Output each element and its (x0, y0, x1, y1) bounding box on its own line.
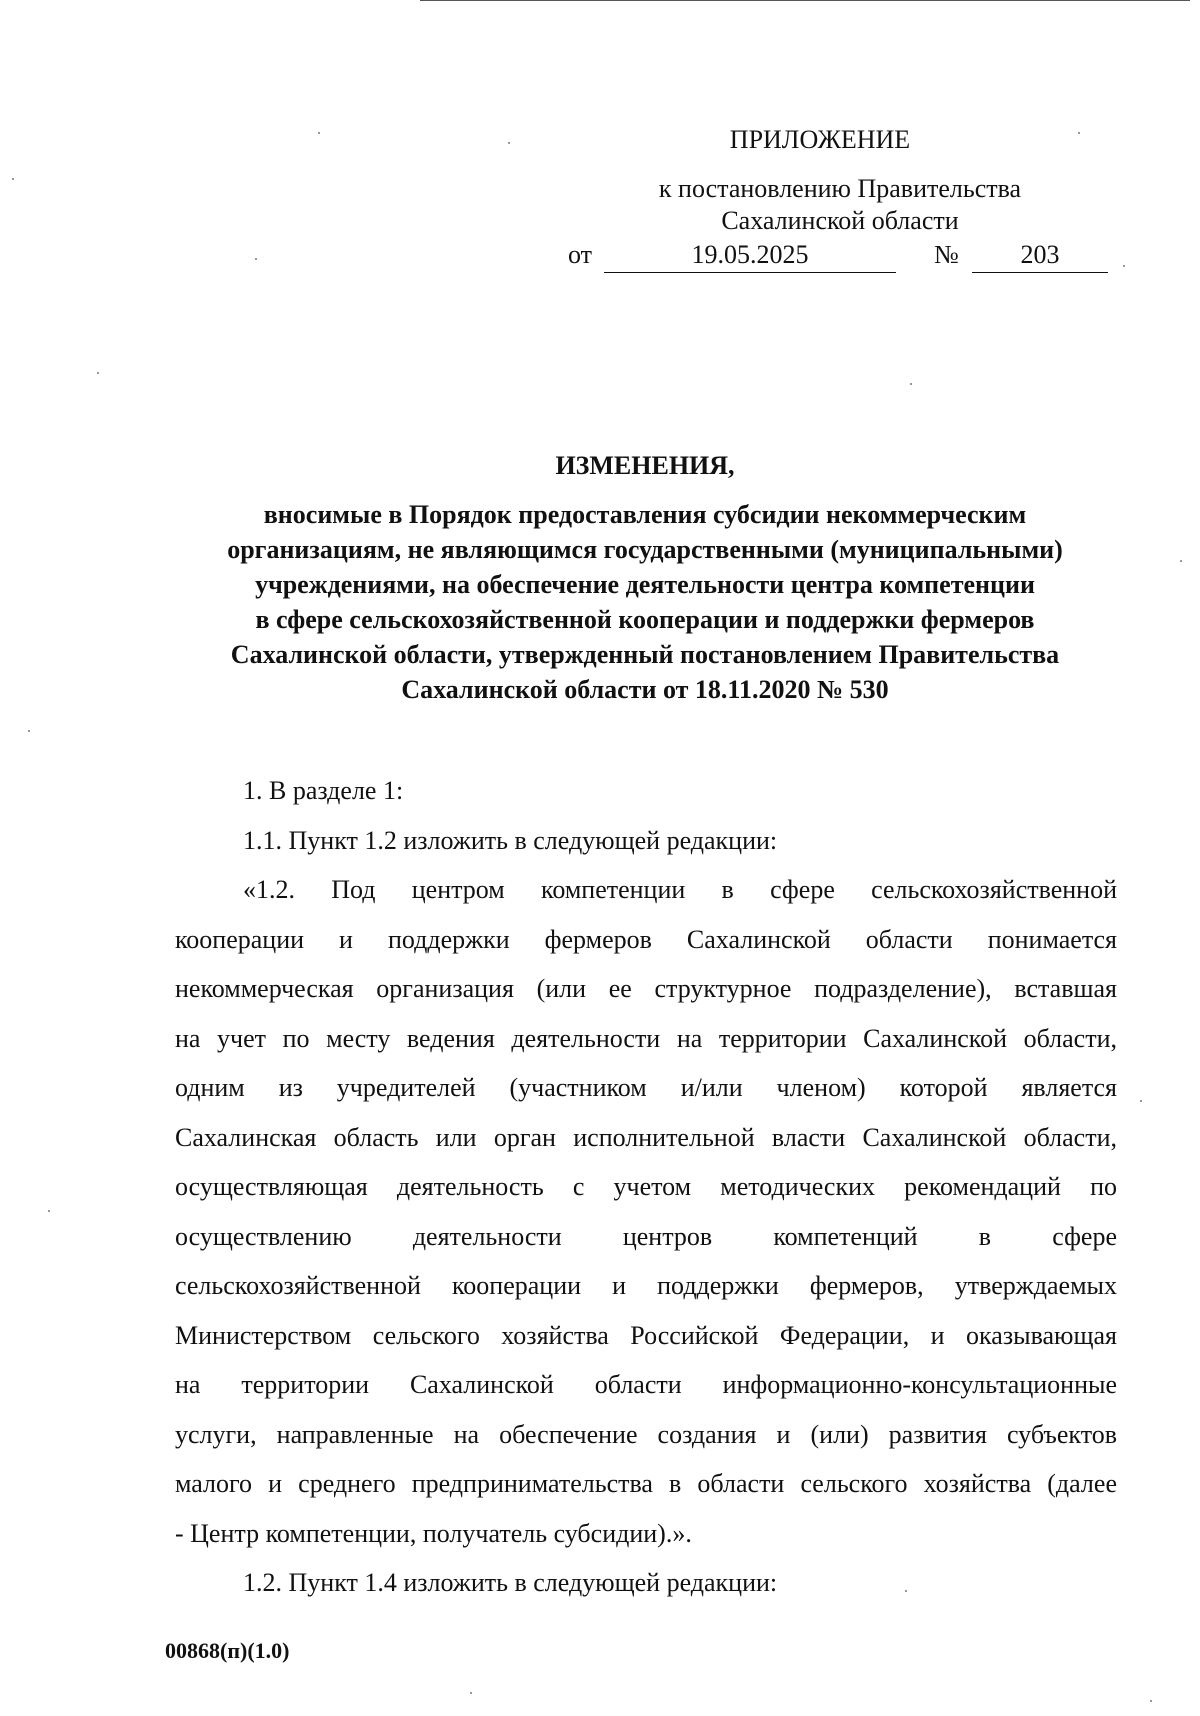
document-code-footer: 00868(п)(1.0) (165, 1638, 290, 1663)
scan-speck (905, 1590, 907, 1592)
quoted-paragraph-1-2 (175, 865, 1117, 1558)
scan-speck (1140, 1100, 1142, 1102)
number-sign-label: № (934, 240, 959, 269)
subtitle-line: учреждениями, на обеспечение деятельности центра компетенции (255, 570, 1035, 599)
paragraph-line: кооперации и поддержки фермеров Сахалинской области понимается (175, 924, 1117, 954)
paragraph-line: осуществляющая деятельность с учетом методических рекомендаций по (175, 1172, 1117, 1201)
section-item-1: 1. В разделе 1: (243, 776, 404, 805)
paragraph-line: на учет по месту ведения деятельности на территории Сахалинской области, (175, 1023, 1117, 1053)
paragraph-line: «1.2. Под центром компетенции в сфере сельскохозяйственной (243, 875, 1117, 904)
subtitle-line: вносимые в Порядок предоставления субсидии некоммерческим (263, 500, 1027, 529)
section-item-1-1: 1.1. Пункт 1.2 изложить в следующей редакции: (243, 825, 778, 855)
scan-speck (1123, 265, 1125, 267)
paragraph-line: услуги, направленные на обеспечение создания и (или) развития субъектов (175, 1419, 1117, 1449)
scan-speck (97, 372, 99, 374)
subtitle-line: организациям, не являющимся государственными (муниципальными) (227, 535, 1063, 564)
subtitle-line: Сахалинской области, утвержденный постановлением Правительства (230, 640, 1060, 669)
appendix-reference-line2: Сахалинской области (721, 206, 959, 235)
paragraph-line: Сахалинская область или орган исполнительной власти Сахалинской области, (175, 1122, 1117, 1152)
paragraph-line: осуществлению деятельности центров компетенций в сфере (175, 1221, 1117, 1251)
scan-speck (1078, 132, 1080, 134)
subtitle-line: в сфере сельскохозяйственной кооперации и поддержки фермеров (255, 605, 1035, 634)
scan-speck (28, 730, 30, 732)
decree-date: 19.05.2025 (604, 240, 896, 273)
document-title: ИЗМЕНЕНИЯ, (555, 451, 735, 480)
scan-speck (255, 258, 257, 260)
section-item-1-2: 1.2. Пункт 1.4 изложить в следующей редакции: (243, 1568, 778, 1597)
decree-date-number-line (560, 236, 1120, 274)
paragraph-line: некоммерческая организация (или ее структурное подразделение), вставшая (175, 974, 1117, 1003)
document-subtitle (150, 497, 1140, 707)
scan-speck (318, 132, 320, 134)
appendix-reference-line1: к постановлению Правительства (658, 174, 1022, 203)
from-label: от (568, 240, 593, 269)
decree-number: 203 (972, 240, 1108, 273)
appendix-title: ПРИЛОЖЕНИЕ (729, 125, 911, 154)
paragraph-line: Министерством сельского хозяйства Российской Федерации, и оказывающая (175, 1320, 1117, 1350)
document-body (175, 766, 1117, 1608)
scan-speck (1180, 560, 1182, 562)
paragraph-line: малого и среднего предпринимательства в области сельского хозяйства (далее (175, 1469, 1117, 1498)
scan-speck (470, 1692, 472, 1694)
scan-speck (12, 178, 14, 180)
paragraph-line: - Центр компетенции, получатель субсидии).». (175, 1518, 692, 1548)
paragraph-line: сельскохозяйственной кооперации и поддержки фермеров, утверждаемых (175, 1271, 1117, 1300)
scan-speck (508, 142, 510, 144)
scan-speck (48, 1210, 50, 1212)
subtitle-line: Сахалинской области от 18.11.2020 № 530 (401, 675, 889, 704)
paragraph-line: на территории Сахалинской области информационно-консультационные (175, 1370, 1117, 1399)
scan-speck (910, 383, 912, 385)
scan-edge-line (420, 0, 1190, 1)
paragraph-line: одним из учредителей (участником и/или членом) которой является (175, 1073, 1117, 1102)
scan-speck (1150, 1700, 1152, 1702)
